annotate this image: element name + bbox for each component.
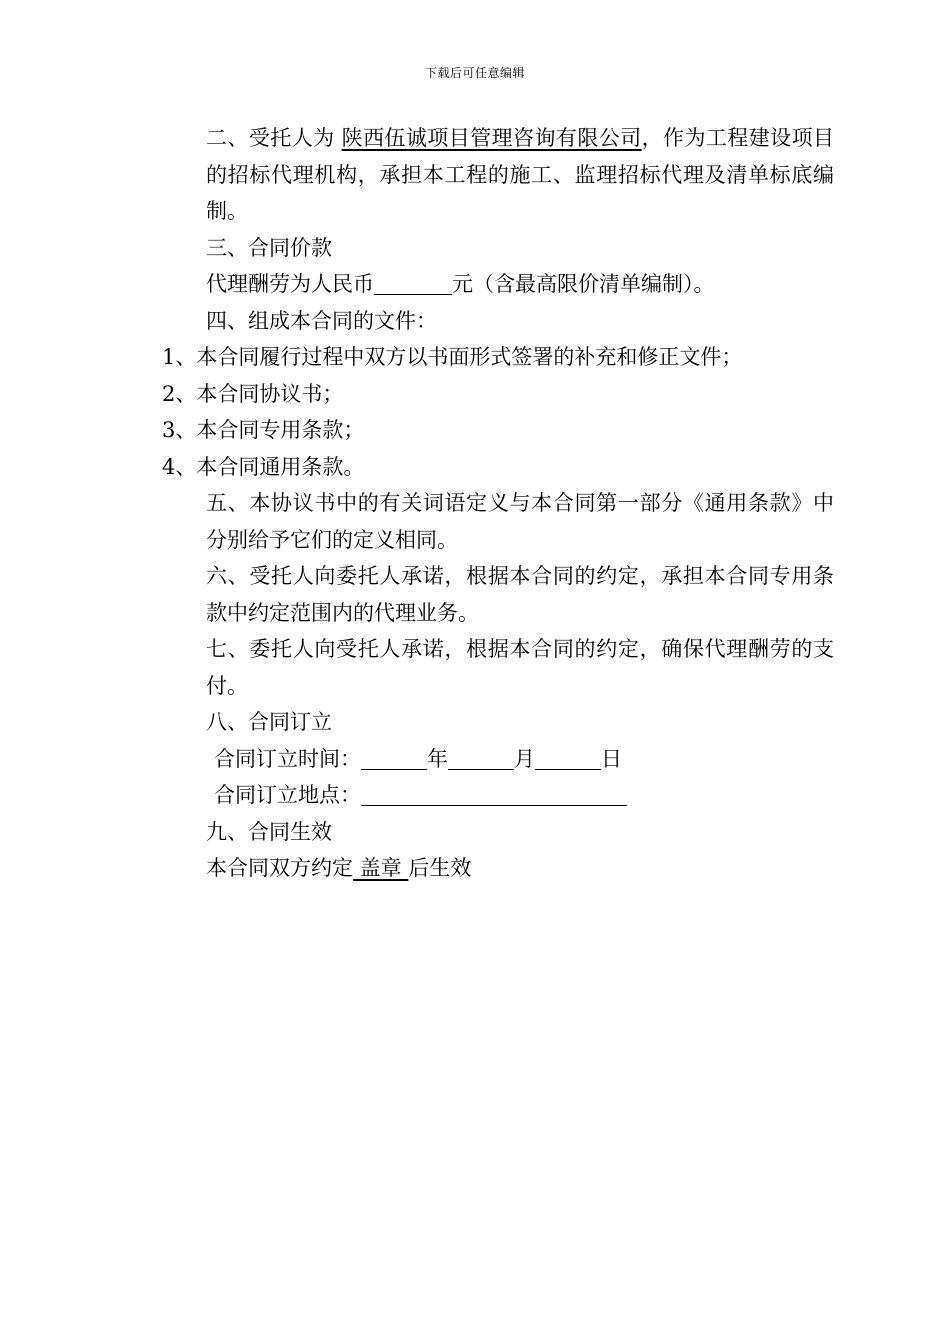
effective-suffix: 后生效 bbox=[408, 856, 472, 880]
year-label: 年 bbox=[427, 746, 448, 771]
document-list-item: 2、本合同协议书； bbox=[162, 381, 344, 406]
fee-suffix: 元（含最高限价清单编制）。 bbox=[452, 272, 715, 296]
seal-requirement: 盖章 bbox=[353, 856, 409, 880]
signing-place-line bbox=[162, 777, 834, 814]
document-list-item: 4、本合同通用条款。 bbox=[162, 454, 365, 479]
clause-6: 六、受托人向委托人承诺，根据本合同的约定，承担本合同专用条款中约定范围内的代理业务。 bbox=[206, 564, 834, 625]
day-blank bbox=[535, 747, 601, 770]
signing-date-label: 合同订立时间： bbox=[214, 746, 361, 771]
contract-body bbox=[162, 120, 834, 887]
clause-5: 五、本协议书中的有关词语定义与本合同第一部分《通用条款》中分别给予它们的定义相同。 bbox=[206, 491, 834, 552]
page-header: 下载后可任意编辑 bbox=[424, 66, 525, 80]
document-list-item: 1、本合同履行过程中双方以书面形式签署的补充和修正文件； bbox=[162, 345, 743, 369]
signing-date-line bbox=[162, 741, 834, 778]
clause-2-text: ，作为工程建设项目的招标代理机构，承担本工程的施工、监理招标代理及清单标底编制。 bbox=[206, 126, 835, 223]
effective-prefix: 本合同双方约定 bbox=[206, 856, 353, 880]
clause-2-prefix: 二、受托人为 bbox=[206, 126, 342, 150]
agent-company-name: 陕西伍诚项目管理咨询有限公司 bbox=[341, 126, 642, 150]
month-blank bbox=[448, 747, 514, 770]
clause-3-title: 三、合同价款 bbox=[206, 235, 332, 260]
clause-4-title: 四、组成本合同的文件： bbox=[206, 308, 437, 333]
fee-label: 代理酬劳为人民币 bbox=[206, 272, 374, 296]
clause-2 bbox=[162, 120, 834, 230]
place-blank bbox=[361, 783, 627, 806]
clause-8-title: 八、合同订立 bbox=[206, 710, 332, 734]
clause-3-fee bbox=[162, 266, 834, 303]
document-list-item: 3、本合同专用条款； bbox=[162, 418, 365, 442]
month-label: 月 bbox=[514, 746, 535, 771]
clause-9-text bbox=[162, 850, 834, 887]
fee-amount-blank bbox=[374, 272, 452, 295]
signing-place-label: 合同订立地点： bbox=[214, 783, 361, 807]
day-label: 日 bbox=[601, 746, 622, 771]
clause-9-title: 九、合同生效 bbox=[206, 819, 332, 844]
year-blank bbox=[361, 747, 427, 770]
clause-7: 七、委托人向受托人承诺，根据本合同的约定，确保代理酬劳的支付。 bbox=[206, 637, 834, 698]
